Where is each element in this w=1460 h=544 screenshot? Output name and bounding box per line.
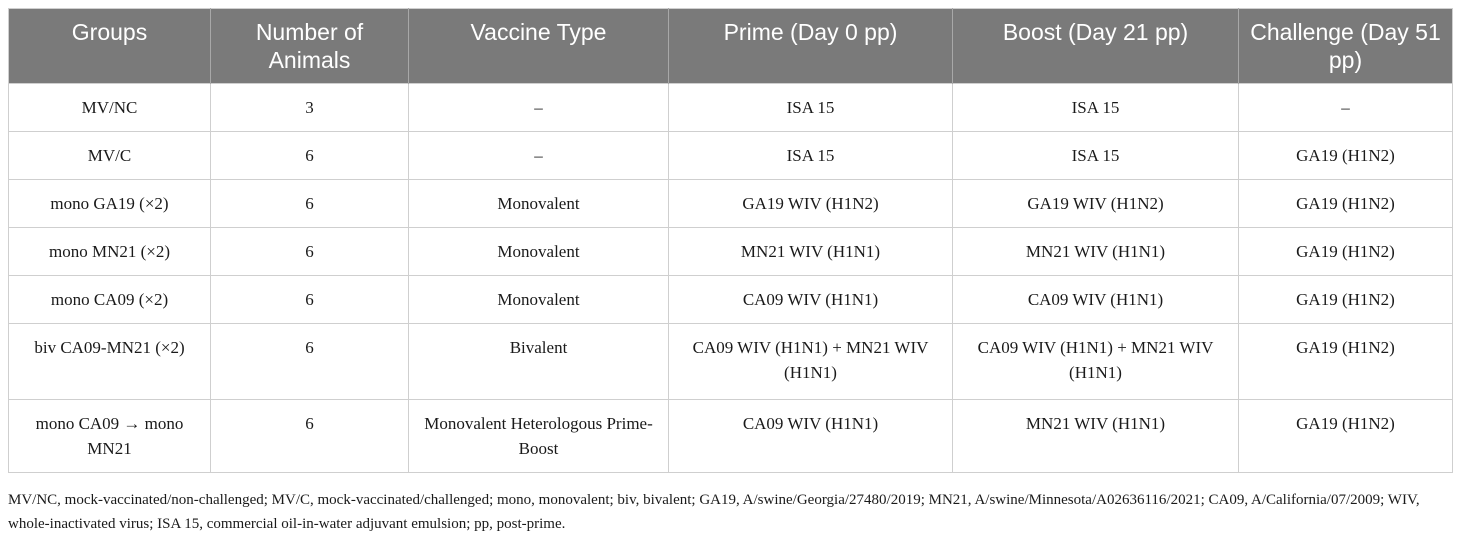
cell-animals: 6 — [211, 132, 409, 180]
cell-animals: 6 — [211, 324, 409, 400]
cell-boost: CA09 WIV (H1N1) + MN21 WIV (H1N1) — [953, 324, 1239, 400]
cell-animals: 6 — [211, 400, 409, 473]
cell-prime: GA19 WIV (H1N2) — [669, 180, 953, 228]
header-groups: Groups — [9, 9, 211, 84]
table-footnote: MV/NC, mock-vaccinated/non-challenged; MV/C, mock-vaccinated/challenged; mono, monovalent; biv, bivalent; GA19, A/swine/Georgia/27480/2019; MN21, A/swine/Minnesota/A02636116/2021; CA09, A/California/07/2009; WIV, whole-inactivated virus; ISA 15, commercial oil-in-water adjuvant emulsion; pp, post-prime. — [8, 492, 1420, 532]
cell-challenge: GA19 (H1N2) — [1239, 132, 1453, 180]
cell-boost: MN21 WIV (H1N1) — [953, 228, 1239, 276]
cell-prime: ISA 15 — [669, 132, 953, 180]
study-design-table-container — [8, 8, 1452, 473]
cell-vaccine-type: – — [409, 132, 669, 180]
table-row — [9, 84, 1453, 132]
table-row — [9, 324, 1453, 400]
cell-boost: ISA 15 — [953, 132, 1239, 180]
cell-vaccine-type: – — [409, 84, 669, 132]
cell-boost: GA19 WIV (H1N2) — [953, 180, 1239, 228]
cell-prime: CA09 WIV (H1N1) + MN21 WIV (H1N1) — [669, 324, 953, 400]
cell-group: biv CA09-MN21 (×2) — [9, 324, 211, 400]
cell-group: mono CA09 (×2) — [9, 276, 211, 324]
cell-boost: MN21 WIV (H1N1) — [953, 400, 1239, 473]
cell-animals: 6 — [211, 276, 409, 324]
cell-vaccine-type: Monovalent — [409, 228, 669, 276]
table-row — [9, 276, 1453, 324]
table-row — [9, 228, 1453, 276]
header-number-of-animals: Number of Animals — [211, 9, 409, 84]
header-boost: Boost (Day 21 pp) — [953, 9, 1239, 84]
cell-group: mono GA19 (×2) — [9, 180, 211, 228]
table-row — [9, 132, 1453, 180]
cell-challenge: GA19 (H1N2) — [1239, 400, 1453, 473]
table-row — [9, 400, 1453, 473]
cell-challenge: GA19 (H1N2) — [1239, 228, 1453, 276]
cell-challenge: GA19 (H1N2) — [1239, 324, 1453, 400]
cell-prime: CA09 WIV (H1N1) — [669, 400, 953, 473]
cell-challenge: GA19 (H1N2) — [1239, 276, 1453, 324]
header-challenge: Challenge (Day 51 pp) — [1239, 9, 1453, 84]
cell-prime: MN21 WIV (H1N1) — [669, 228, 953, 276]
header-prime: Prime (Day 0 pp) — [669, 9, 953, 84]
cell-group: mono MN21 (×2) — [9, 228, 211, 276]
cell-challenge: GA19 (H1N2) — [1239, 180, 1453, 228]
cell-group: MV/NC — [9, 84, 211, 132]
cell-boost: CA09 WIV (H1N1) — [953, 276, 1239, 324]
cell-challenge: – — [1239, 84, 1453, 132]
cell-vaccine-type: Monovalent — [409, 180, 669, 228]
header-row — [9, 9, 1453, 84]
cell-vaccine-type: Monovalent Heterologous Prime-Boost — [409, 400, 669, 473]
cell-animals: 6 — [211, 228, 409, 276]
table-row — [9, 180, 1453, 228]
cell-animals: 3 — [211, 84, 409, 132]
cell-group: MV/C — [9, 132, 211, 180]
cell-boost: ISA 15 — [953, 84, 1239, 132]
cell-animals: 6 — [211, 180, 409, 228]
cell-group: mono CA09 → mono MN21 — [9, 400, 211, 473]
cell-prime: ISA 15 — [669, 84, 953, 132]
cell-vaccine-type: Bivalent — [409, 324, 669, 400]
header-vaccine-type: Vaccine Type — [409, 9, 669, 84]
study-design-table — [8, 8, 1453, 473]
cell-vaccine-type: Monovalent — [409, 276, 669, 324]
cell-prime: CA09 WIV (H1N1) — [669, 276, 953, 324]
